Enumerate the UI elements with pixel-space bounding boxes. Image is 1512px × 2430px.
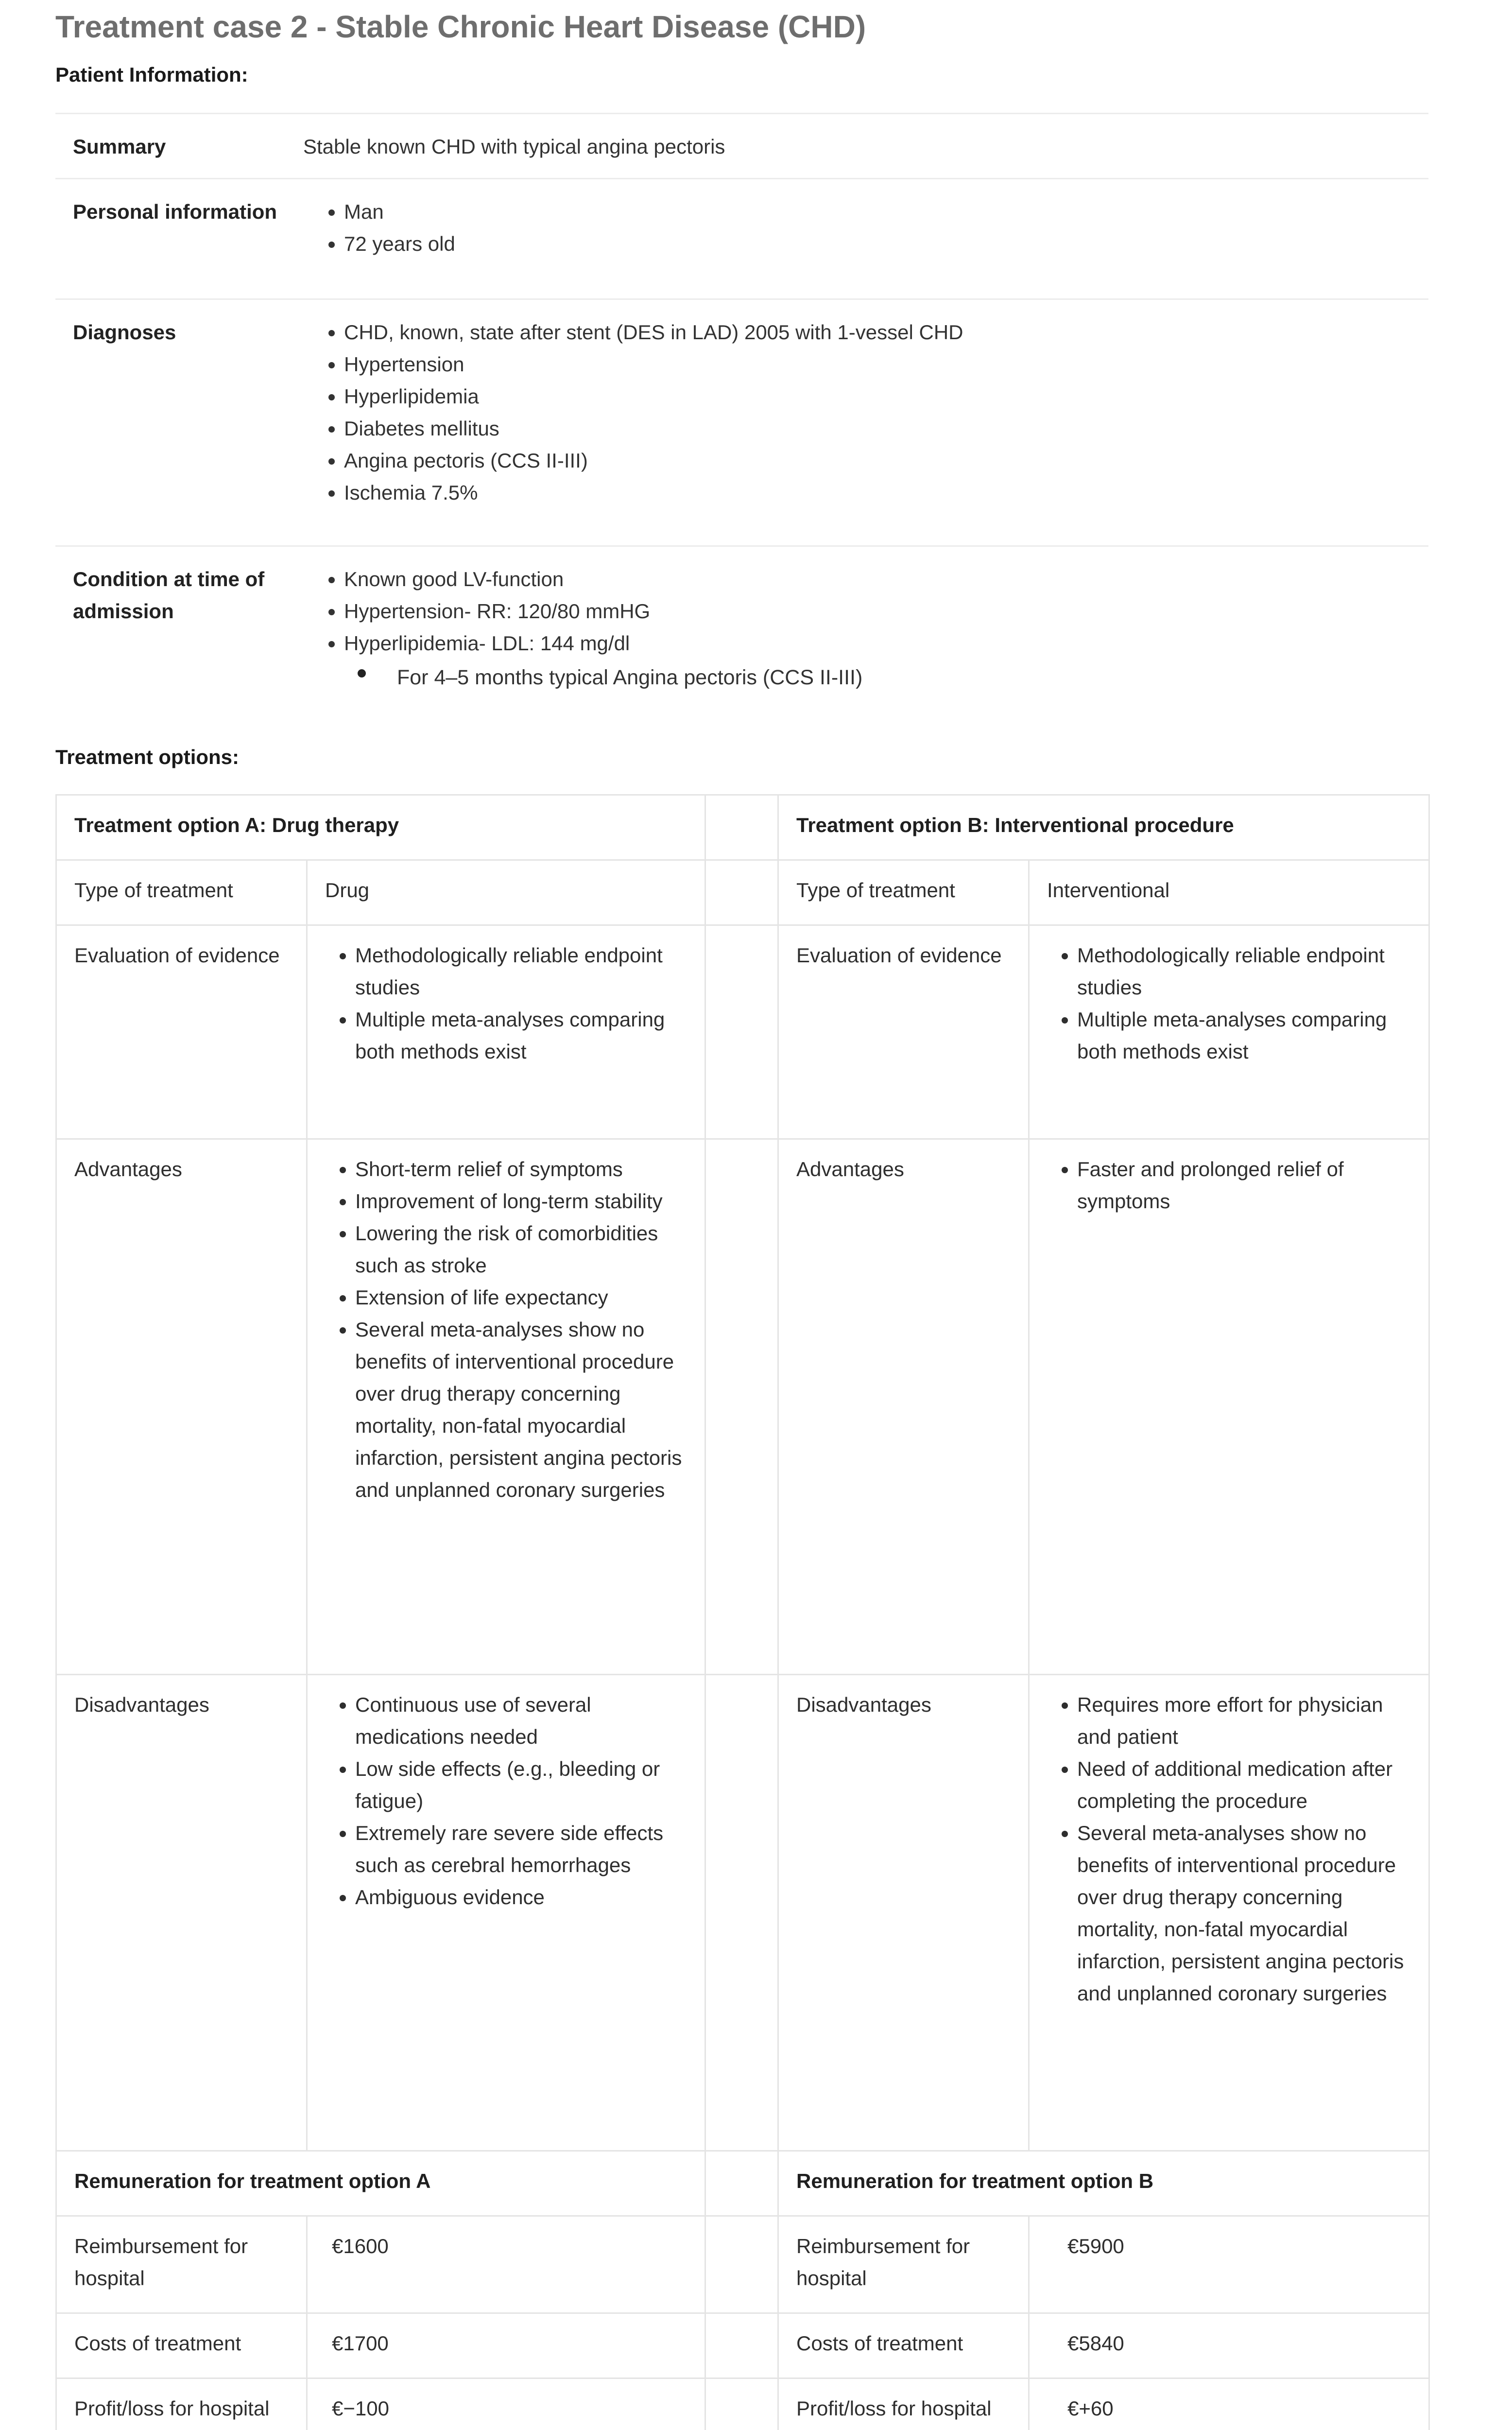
- option-b-costs-value: €5840: [1029, 2313, 1429, 2378]
- column-gap: [705, 925, 778, 1139]
- diagnoses-row: [55, 298, 1428, 545]
- option-b-advantages-value: [1029, 1139, 1429, 1675]
- costs-row: [56, 2313, 1429, 2378]
- condition-label: Condition at time of admission: [73, 568, 265, 623]
- option-b-profit-value: €+60: [1029, 2378, 1429, 2430]
- option-a-reimbursement-label: Reimbursement for hospital: [56, 2216, 307, 2313]
- diagnoses-value: [284, 300, 1428, 545]
- type-row: [56, 860, 1429, 925]
- diagnosis-list: [303, 316, 1428, 509]
- option-a-header: Treatment option A: Drug therapy: [56, 795, 705, 860]
- condition-extra-item: [358, 666, 862, 690]
- option-a-reimbursement-value: €1600: [307, 2216, 705, 2313]
- option-a-evidence-item: • Methodologically reliable endpoint studies: [355, 939, 690, 1004]
- option-a-disadvantage-list: [325, 1689, 690, 1913]
- column-gap: [705, 2151, 778, 2216]
- diagnosis-item: • Hypertension: [344, 348, 1428, 381]
- option-b-disadvantage-item: • Need of additional medication after completing the procedure: [1077, 1753, 1414, 1817]
- option-a-disadvantages-label: Disadvantages: [56, 1675, 307, 2151]
- option-a-disadvantage-item: • Continuous use of several medications needed: [355, 1689, 690, 1753]
- option-a-profit-value: €−100: [307, 2378, 705, 2430]
- remuneration-header-row: [56, 2151, 1429, 2216]
- option-b-costs-label: Costs of treatment: [778, 2313, 1029, 2378]
- option-b-evidence-item: • Multiple meta-analyses comparing both methods exist: [1077, 1004, 1414, 1068]
- condition-list: [303, 563, 1428, 660]
- evidence-row: [56, 925, 1429, 1139]
- patient-info-table: [55, 113, 1428, 662]
- option-a-advantage-item: • Lowering the risk of comorbidities such as stroke: [355, 1217, 690, 1282]
- summary-value: Stable known CHD with typical angina pectoris: [303, 135, 725, 158]
- profit-row: [56, 2378, 1429, 2430]
- treatment-options-table: [55, 794, 1430, 2430]
- personal-info-row: [55, 178, 1428, 298]
- option-header-row: [56, 795, 1429, 860]
- option-a-evidence-label: Evaluation of evidence: [56, 925, 307, 1139]
- option-b-reimbursement-value: €5900: [1029, 2216, 1429, 2313]
- personal-info-list: [303, 196, 1428, 260]
- column-gap: [705, 795, 778, 860]
- option-b-type-label: Type of treatment: [778, 860, 1029, 925]
- condition-item: • Hypertension- RR: 120/80 mmHG: [344, 595, 1428, 627]
- option-b-evidence-list: [1047, 939, 1414, 1068]
- option-b-evidence-value: [1029, 925, 1429, 1139]
- page-title: Treatment case 2 - Stable Chronic Heart Disease (CHD): [55, 9, 866, 44]
- diagnosis-item: • Ischemia 7.5%: [344, 477, 1428, 509]
- option-a-advantage-item: • Extension of life expectancy: [355, 1282, 690, 1314]
- personal-info-label: Personal information: [73, 200, 277, 223]
- option-b-evidence-label: Evaluation of evidence: [778, 925, 1029, 1139]
- condition-value: [284, 547, 1428, 662]
- patient-info-heading: Patient Information:: [55, 63, 248, 86]
- condition-item: • Hyperlipidemia- LDL: 144 mg/dl: [344, 627, 1428, 660]
- option-a-type-label: Type of treatment: [56, 860, 307, 925]
- treatment-options-heading: Treatment options:: [55, 746, 240, 768]
- option-a-disadvantage-item: • Low side effects (e.g., bleeding or fatigue): [355, 1753, 690, 1817]
- option-a-costs-value: €1700: [307, 2313, 705, 2378]
- personal-info-item: • 72 years old: [344, 228, 1428, 260]
- personal-info-value: [284, 179, 1428, 298]
- option-b-disadvantages-value: [1029, 1675, 1429, 2151]
- option-b-disadvantage-item: • Several meta-analyses show no benefits of interventional procedure over drug therapy concerning mortality, non-fatal myocardial infarction, persistent angina pectoris and unplanned coronary surgeries: [1077, 1817, 1414, 2010]
- diagnosis-item: • Hyperlipidemia: [344, 381, 1428, 413]
- column-gap: [705, 2313, 778, 2378]
- option-a-disadvantages-value: [307, 1675, 705, 2151]
- option-a-type-value: Drug: [307, 860, 705, 925]
- column-gap: [705, 1675, 778, 2151]
- option-b-profit-label: Profit/loss for hospital: [778, 2378, 1029, 2430]
- option-b-advantages-label: Advantages: [778, 1139, 1029, 1675]
- option-a-advantage-item: • Improvement of long-term stability: [355, 1185, 690, 1217]
- option-b-evidence-item: • Methodologically reliable endpoint studies: [1077, 939, 1414, 1004]
- diagnoses-label: Diagnoses: [73, 321, 176, 344]
- option-b-disadvantage-item: • Requires more effort for physician and patient: [1077, 1689, 1414, 1753]
- summary-label: Summary: [73, 135, 166, 158]
- condition-extra-text: For 4–5 months typical Angina pectoris (CCS II-III): [397, 666, 863, 689]
- column-gap: [705, 2216, 778, 2313]
- option-a-evidence-item: • Multiple meta-analyses comparing both methods exist: [355, 1004, 690, 1068]
- option-b-disadvantages-label: Disadvantages: [778, 1675, 1029, 2151]
- summary-row: [55, 113, 1428, 178]
- condition-row: [55, 545, 1428, 662]
- option-a-disadvantage-item: • Ambiguous evidence: [355, 1881, 690, 1913]
- option-a-evidence-list: [325, 939, 690, 1068]
- option-a-costs-label: Costs of treatment: [56, 2313, 307, 2378]
- condition-item: • Known good LV-function: [344, 563, 1428, 595]
- option-a-advantage-list: [325, 1153, 690, 1506]
- column-gap: [705, 860, 778, 925]
- option-a-evidence-value: [307, 925, 705, 1139]
- advantages-row: [56, 1139, 1429, 1675]
- personal-info-item: • Man: [344, 196, 1428, 228]
- bullet-icon: [358, 669, 366, 677]
- option-a-advantages-label: Advantages: [56, 1139, 307, 1675]
- column-gap: [705, 2378, 778, 2430]
- column-gap: [705, 1139, 778, 1675]
- reimbursement-row: [56, 2216, 1429, 2313]
- option-a-advantages-value: [307, 1139, 705, 1675]
- option-b-advantage-item: • Faster and prolonged relief of symptoms: [1077, 1153, 1414, 1217]
- option-b-reimbursement-label: Reimbursement for hospital: [778, 2216, 1029, 2313]
- option-a-advantage-item: • Several meta-analyses show no benefits of interventional procedure over drug therapy concerning mortality, non-fatal myocardial infarction, persistent angina pectoris and unplanned coronary surgeries: [355, 1314, 690, 1506]
- option-b-header: Treatment option B: Interventional procedure: [778, 795, 1429, 860]
- disadvantages-row: [56, 1675, 1429, 2151]
- option-b-disadvantage-list: [1047, 1689, 1414, 2010]
- diagnosis-item: • Angina pectoris (CCS II-III): [344, 445, 1428, 477]
- option-a-profit-label: Profit/loss for hospital: [56, 2378, 307, 2430]
- option-a-remuneration-header: Remuneration for treatment option A: [56, 2151, 705, 2216]
- diagnosis-item: • Diabetes mellitus: [344, 413, 1428, 445]
- option-b-advantage-list: [1047, 1153, 1414, 1217]
- option-a-disadvantage-item: • Extremely rare severe side effects such as cerebral hemorrhages: [355, 1817, 690, 1881]
- option-b-remuneration-header: Remuneration for treatment option B: [778, 2151, 1429, 2216]
- diagnosis-item: • CHD, known, state after stent (DES in LAD) 2005 with 1-vessel CHD: [344, 316, 1428, 348]
- option-b-type-value: Interventional: [1029, 860, 1429, 925]
- option-a-advantage-item: • Short-term relief of symptoms: [355, 1153, 690, 1185]
